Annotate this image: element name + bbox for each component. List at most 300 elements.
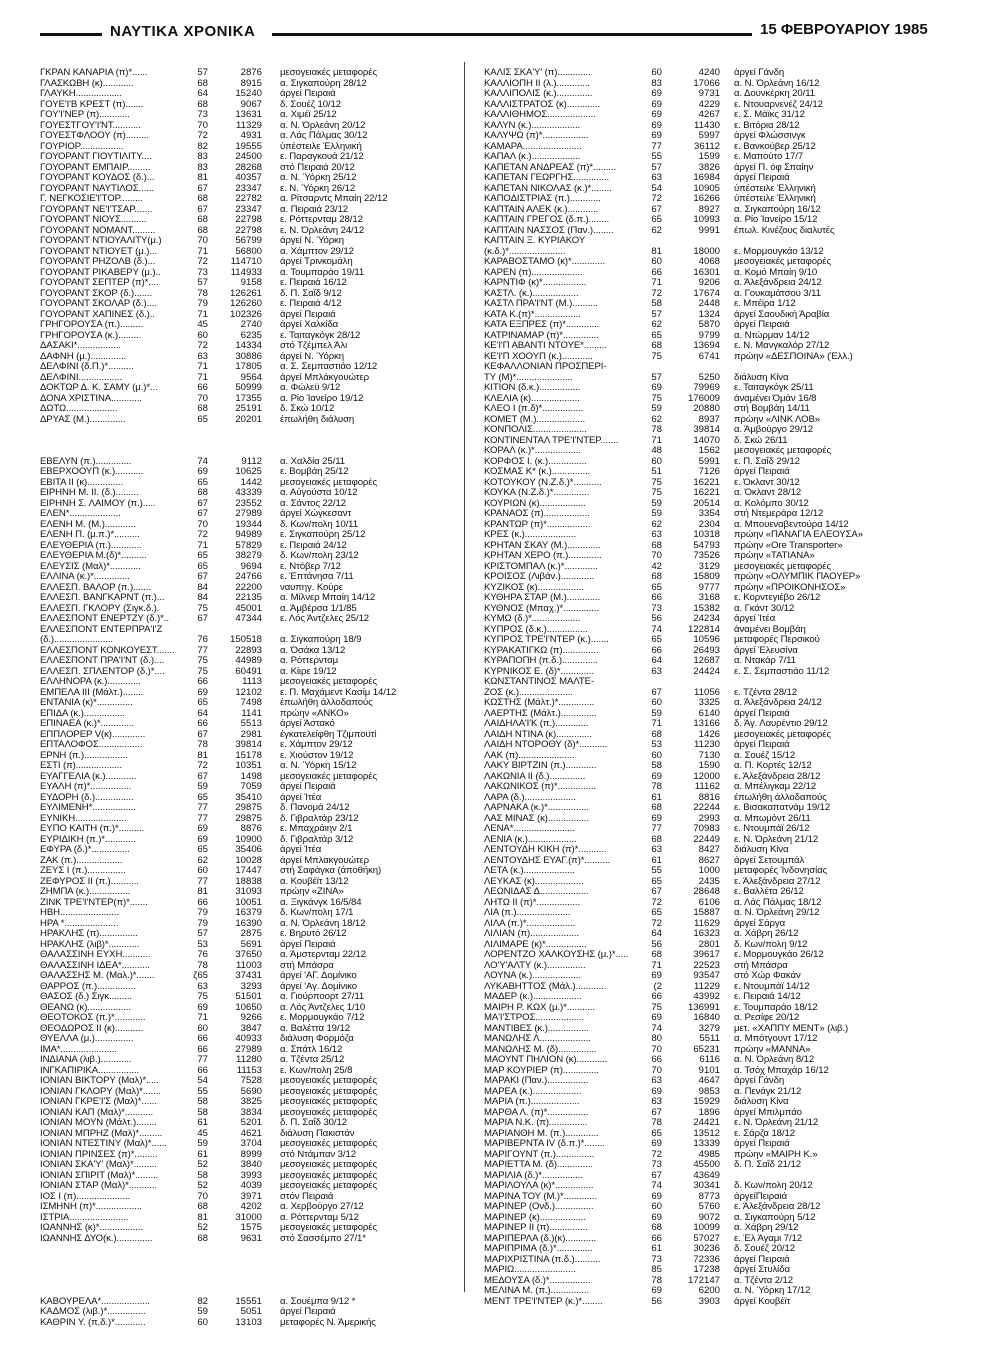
build-year: 75: [197, 602, 208, 614]
build-year: 45: [197, 319, 208, 330]
tonnage: 10318: [693, 529, 720, 540]
ship-name: ΘΕΑΝΩ (κ).................: [40, 1002, 131, 1013]
tonnage: 3293: [240, 980, 262, 992]
status-note: α. Ν. Όρλεάνη 29/12: [734, 907, 820, 918]
build-year: 62: [651, 224, 662, 236]
status-note: α. Ν. Όρλεάνη 20/12: [280, 119, 366, 131]
ship-entry: [484, 845, 954, 856]
status-note: α. Μπουεναβεντούρα 14/12: [734, 518, 849, 530]
status-note: άργεί Μπιλμπάο: [734, 1106, 802, 1118]
status-note: άναμένει Όμάν 16/8: [734, 392, 817, 404]
tonnage: 5997: [698, 130, 720, 141]
ship-name: ΛΑΚΩΝΙΑ ΙΙ (δ.)..............: [484, 771, 586, 782]
build-year: 73: [197, 109, 208, 120]
build-year: 68: [197, 1232, 208, 1244]
build-year: 45: [197, 1127, 208, 1139]
tonnage: 1498: [240, 770, 262, 782]
ship-name: ΚΑΤΡΙΝΑΜΑΡ (π)*..............: [484, 330, 599, 341]
tonnage: 11229: [694, 980, 720, 992]
ship-name: ΚΥΖΙΚΟΣ (κ)..................: [484, 582, 584, 593]
status-note: στή Ντεμεράρα 12/12: [734, 508, 824, 519]
ship-name: ΕΒΕΛΥΝ (π.)..............: [40, 456, 132, 467]
status-note: άργεί Πειραιά: [280, 308, 336, 320]
status-note: ε. Βαλλέτα 26/12: [734, 886, 804, 897]
ship-name: ΚΑΠΕΤΑΝ ΓΕΩΡΓΗΣ..............: [484, 173, 610, 183]
tonnage: 3325: [698, 697, 720, 708]
build-year: 69: [197, 1001, 208, 1013]
list-spacer: [40, 446, 460, 457]
tonnage: 16840: [693, 1012, 720, 1023]
status-note: άργείΠειραιά: [734, 1190, 788, 1202]
header-rule-middle: [272, 33, 752, 36]
build-year: 66: [651, 1054, 662, 1065]
status-note: δ. Γιβραλτάρ 23/12: [280, 812, 359, 824]
tonnage: 11280: [236, 1054, 262, 1065]
status-note: ε. Πειραιά 14/12: [734, 991, 801, 1002]
ship-name: ΙΟΝΙΑΝ ΒΙΚΤΟΡΥ (Μαλ)*.....: [40, 1076, 159, 1086]
ship-entry: [40, 383, 460, 394]
tonnage: 13339: [693, 1138, 720, 1149]
ship-entry: [484, 719, 954, 730]
tonnage: 22200: [235, 581, 262, 593]
build-year: 66: [197, 676, 208, 687]
tonnage: 11003: [236, 959, 262, 971]
status-note: ε. Μορμουγκάο 7/12: [280, 1012, 365, 1023]
ship-name: ΓΟΥΕ'Ι'Β ΚΡΕΣΤ (π).......: [40, 99, 144, 110]
ship-entry: [484, 677, 954, 688]
build-year: 83: [197, 151, 208, 162]
tonnage: 22523: [693, 959, 720, 971]
status-note: άργεί Στυλίδα: [734, 1264, 790, 1275]
ship-entry: [484, 194, 954, 205]
status-note: μεσογειακές μεταφορές: [280, 1222, 377, 1233]
tonnage: 20880: [693, 403, 720, 414]
ship-name: ΛΑΕΡΤΗΣ (Μάλτ.)..............: [484, 708, 597, 719]
tonnage: 1324: [698, 308, 720, 320]
tonnage: 2981: [240, 728, 262, 740]
build-year: 65: [197, 844, 208, 855]
ship-name: Γ. ΝΕΓΚΟΣΙΕ'Ι'ΤΟΡ.........: [40, 194, 143, 204]
ship-entry: [484, 782, 954, 793]
status-note: διάλυση Κίνα: [734, 844, 789, 855]
tonnage: 6116: [699, 1054, 720, 1065]
status-note: δ. Σκώ 26/11: [734, 434, 788, 446]
ship-name: ΛΥΚΑΒΗΤΤΟΣ (Μάλ.)............: [484, 981, 607, 992]
tonnage: 37650: [235, 949, 262, 960]
status-note: α. Ν. Ύόρκη 25/12: [280, 172, 357, 183]
ship-name: ΕΥΝΙΚΗ....................: [40, 813, 127, 824]
tonnage: 47344: [235, 613, 262, 624]
ship-entry: [40, 1118, 460, 1129]
status-note: ε. Ν. Μανγκαλόρ 27/12: [734, 340, 830, 351]
status-note: α. Ν. Όρλεάνη 16/12: [734, 77, 820, 89]
status-note: α. Σάντος 22/12: [280, 497, 346, 509]
ship-name: ΚΑΣΤΛ. (κ.)..................: [484, 288, 579, 299]
status-note: ε. Πειραιά 16/12: [280, 277, 347, 288]
ship-name: ΚΑΠΤΑΙΝ ΑΛΕΚ (κ.)............: [484, 204, 599, 215]
status-note: ε. Πειραιά 24/12: [280, 539, 347, 551]
ship-name: ΕΛΛΕΣΠ. ΒΑΝΓΚΑΡΝΤ (π.)...: [40, 593, 165, 603]
ship-name: ΜΑΡΑΚΙ (Παν.)................: [484, 1076, 589, 1086]
ship-entry: [484, 1139, 954, 1150]
status-note: α. Χαλδία 25/11: [280, 455, 345, 467]
status-note: μεσογειακές μεταφορές: [280, 1106, 377, 1118]
status-note: πρώην «ΔΕΣΠΟΙΝΑ» (Έλλ.): [734, 350, 853, 362]
ship-entry: [484, 887, 954, 898]
status-note: α. Κουβέϊτ 13/12: [280, 875, 349, 887]
status-note: ε. Τουμπαράο 18/12: [734, 1001, 818, 1013]
tonnage: 8773: [698, 1190, 720, 1202]
ship-entry: [484, 1076, 954, 1087]
tonnage: 15240: [235, 88, 262, 99]
ship-entry: [484, 383, 954, 394]
ship-entry: [40, 299, 460, 310]
tonnage: 38279: [235, 550, 262, 561]
ship-name: ΓΟΥΟΡΑΝΤ ΣΚΟΡ (δ.).......: [40, 288, 153, 299]
status-note: άργεί Ν. Ύόρκη: [280, 350, 344, 362]
ship-name: ΔΟΚΤΩΡ Δ. Κ. ΣΑΜΥ (μ.)*...: [40, 383, 158, 393]
ship-entry: [40, 1234, 460, 1245]
ship-name: ΛΙΛΙΜΑΡΕ (κ)*................: [484, 939, 587, 950]
status-note: ε. Άλεξάνδρεια 28/12: [734, 1201, 821, 1212]
status-note: ε. Όκλαντ 30/12: [734, 476, 800, 488]
build-year: 60: [651, 697, 662, 708]
ship-entry: [484, 341, 954, 352]
ship-name: ΛΕΥΚΑΣ (κ)...................: [484, 876, 584, 887]
build-year: 61: [651, 854, 662, 866]
build-year: 56: [651, 613, 662, 624]
status-note: μετ. «ΧΑΠΠΥ ΜΕΝΤ» (λιβ.): [734, 1022, 849, 1034]
build-year: 57: [651, 308, 662, 320]
status-note: άργεί Πειραιά: [280, 781, 336, 792]
build-year: 71: [197, 1012, 208, 1023]
ship-name: ΜΑΡΙΛΙΑ (δ.)*................: [484, 1170, 583, 1181]
tonnage: 2876: [240, 67, 262, 78]
build-year: 77: [197, 1054, 208, 1065]
ship-name: ΓΟΥΟΡΑΝΤ ΕΜΠΑΙΡ.........: [40, 162, 151, 173]
build-year: 71: [197, 245, 208, 257]
tonnage: 2448: [698, 298, 720, 309]
tonnage: 51501: [235, 991, 262, 1002]
ship-name: ΛΕΝΤΟΥΔΗ ΚΙΚΗ (π)*...........: [484, 845, 607, 855]
ship-name: ΕΙΡΗΝΗ Σ. ΛΑΙΜΟΥ (π.).....: [40, 498, 156, 509]
tonnage: 3840: [240, 1159, 262, 1170]
tonnage: 3704: [240, 1138, 262, 1149]
build-year: 65: [651, 581, 662, 593]
ship-entry: [40, 866, 460, 877]
build-year: 55: [651, 151, 662, 162]
build-year: 71: [651, 959, 662, 971]
ship-name: ΛΟΡΕΝΤΖΟ ΧΑΛΚΟΥΣΗΣ (μ.)*.....: [484, 950, 629, 960]
tonnage: 10051: [235, 896, 262, 908]
tonnage: 14334: [235, 340, 262, 351]
build-year: 71: [197, 539, 208, 551]
build-year: 71: [651, 434, 662, 446]
tonnage: 1599: [698, 151, 720, 162]
ship-entry: [40, 782, 460, 793]
tonnage: 44989: [235, 655, 262, 666]
ship-name: ΓΟΥΟΡΑΝΤ ΝΕ'Ι'ΤΣΑΡ.......: [40, 204, 153, 215]
build-year: 73: [651, 1159, 662, 1170]
build-year: 78: [651, 1274, 662, 1286]
ship-entry: [484, 614, 954, 625]
build-year: 74: [651, 1022, 662, 1034]
status-note: άργεί Πειραιά: [280, 938, 336, 950]
tonnage: 9158: [240, 277, 262, 288]
tonnage: 126261: [229, 287, 262, 299]
status-note: άργεί Φλώσσινγκ: [734, 130, 806, 141]
build-year: 66: [197, 1043, 208, 1055]
status-note: άργεί Κουβέϊτ: [734, 1295, 791, 1307]
ship-name: ΕΠΤΑΛΟΦΟΣ.................: [40, 740, 143, 750]
build-year: 78: [651, 424, 662, 435]
ship-name: ΜΑΡΙΕΤΤΑ Μ. (δ)..............: [484, 1160, 593, 1170]
tonnage: 5870: [698, 319, 720, 330]
ship-entry: [484, 1297, 954, 1308]
ship-entry: [40, 509, 460, 520]
status-note: α. Σουέζ 15/12: [734, 749, 796, 761]
build-year: 71: [197, 361, 208, 372]
tonnage: 4647: [698, 1075, 720, 1086]
tonnage: 18838: [235, 875, 262, 887]
tonnage: 5250: [698, 371, 720, 383]
ship-name: ΚΑΛΛΙΘΗΜΟΣ...................: [484, 110, 596, 120]
ship-entry: [40, 740, 460, 751]
list-spacer: [40, 1286, 460, 1297]
ship-name: ΜΑ'Ι'ΣΤΡΟΣ...................: [484, 1013, 585, 1023]
build-year: 60: [197, 329, 208, 341]
ship-name: ΔΟΝΑ ΧΡΙΣΤΙΝΑ............: [40, 393, 142, 404]
build-year: 62: [651, 413, 662, 425]
status-note: δ. Π. Σαΐδ 21/12: [734, 1159, 801, 1170]
ship-name: ΙΩΑΝΝΗΣ (κ)*.................: [40, 1223, 143, 1233]
ship-entry: [40, 1223, 460, 1234]
build-year: 61: [197, 1148, 208, 1160]
status-note: α. Γουκαμάτσου 3/11: [734, 287, 821, 299]
status-note: α. Χάβρη 29/12: [734, 1222, 799, 1233]
build-year: 65: [651, 1127, 662, 1139]
ship-entry: [484, 1097, 954, 1108]
tonnage: 16390: [235, 917, 262, 929]
tonnage: 2993: [698, 812, 720, 824]
tonnage: 5690: [240, 1085, 262, 1097]
build-year: 42: [651, 560, 662, 572]
tonnage: 5991: [698, 455, 720, 467]
ship-entry: [40, 1318, 460, 1329]
build-year: 59: [651, 707, 662, 719]
build-year: 58: [197, 1169, 208, 1181]
build-year: 68: [651, 728, 662, 740]
ship-entry: [484, 215, 954, 226]
status-note: ε. Κορντεγιέβο 26/12: [734, 592, 821, 603]
ship-entry: [40, 341, 460, 352]
tonnage: 70983: [693, 823, 720, 834]
tonnage: 20514: [693, 497, 720, 509]
tonnage: 17805: [235, 361, 262, 372]
status-note: στή Μπάσρα: [734, 959, 788, 971]
status-note: α. Άμβούργο 29/12: [734, 424, 813, 435]
tonnage: 22893: [235, 644, 262, 656]
tonnage: 3168: [698, 592, 720, 603]
status-note: στή Σαφάγκα (άποθήκη): [280, 865, 382, 876]
build-year: 60: [197, 865, 208, 876]
build-year: 66: [197, 896, 208, 908]
build-year: 67: [197, 182, 208, 194]
build-year: 69: [197, 686, 208, 698]
status-note: άργεί Σαουδική Άραβία: [734, 308, 830, 320]
build-year: 65: [197, 697, 208, 708]
tonnage: 4621: [240, 1127, 262, 1139]
tonnage: 13512: [693, 1127, 720, 1139]
tonnage: 4068: [698, 256, 720, 267]
status-note: ε. Ν. Ύόρκη 26/12: [280, 182, 356, 194]
ship-entry: [484, 425, 954, 436]
build-year: 52: [197, 1180, 208, 1191]
build-year: 67: [197, 203, 208, 215]
status-note: ε. Ν. Όρλεάνη 21/12: [734, 1117, 819, 1128]
tonnage: 2304: [698, 518, 720, 530]
tonnage: 29875: [235, 812, 262, 824]
ship-name: ΙΟΣ Ι (π).....................: [40, 1191, 131, 1202]
ship-name: ΓΟΥΟΡΑΝΤ ΣΕΠΤΕΡ (π)*....: [40, 278, 159, 288]
status-note: ε. Ν. Όρλεάνη 21/12: [734, 833, 819, 845]
ship-entry: [484, 530, 954, 541]
build-year: 78: [197, 739, 208, 750]
build-year: 60: [651, 256, 662, 267]
status-note: α. Ρόττερνταμ 5/12: [280, 1211, 359, 1223]
ship-name: ΛΑΙΔΗ ΝΤΙΝΑ (κ)..............: [484, 729, 592, 740]
ship-entry: [484, 761, 954, 772]
status-note: άργεί Π. όφ Σπαίην: [734, 161, 814, 173]
ship-name: ΘΕΟΤΟΚΟΣ (π.)*............: [40, 1013, 146, 1023]
tonnage: 36112: [694, 140, 720, 152]
build-year: 62: [651, 319, 662, 330]
status-note: στό Τζέμπελ Άλι: [280, 340, 348, 351]
status-note: ε. Έλ Άγαμι 7/12: [734, 1232, 803, 1244]
tonnage: 24766: [235, 571, 262, 582]
ship-name: ΙΝΔΙΑΝΑ (λιβ.)............: [40, 1055, 132, 1065]
tonnage: 2875: [240, 928, 262, 939]
tonnage: 114710: [230, 256, 262, 267]
ship-entry: [40, 845, 460, 856]
tonnage: 126260: [229, 298, 262, 309]
build-year: 68: [651, 340, 662, 351]
build-year: 60: [197, 1316, 208, 1328]
status-note: α. Κομό Μπαίη 9/10: [734, 266, 818, 278]
tonnage: 17674: [693, 287, 720, 299]
ship-name: ΙΣΜΗΝΗ (π)*..................: [40, 1202, 142, 1212]
status-note: πρώην «ΜΑΙΡΗ Κ.»: [734, 1148, 818, 1160]
status-note: μεσογειακές μεταφορές: [280, 1075, 377, 1086]
ship-name: ΕΛΛΙΝΑ (κ.)*..............: [40, 572, 130, 582]
tonnage: 27989: [235, 1043, 262, 1055]
tonnage: 17355: [235, 392, 262, 404]
build-year: 63: [651, 529, 662, 540]
build-year: 63: [651, 1075, 662, 1086]
build-year: 74: [651, 1180, 662, 1191]
status-note: α. Σουέμπα 9/12 *: [280, 1295, 356, 1307]
status-note: ε. Ρόττερνταμ 28/12: [280, 214, 363, 225]
status-note: ε. Βιτόρια 28/12: [734, 119, 800, 131]
ship-name: ΛΑΚΩΝΙΚΟΣ (π)*...............: [484, 782, 596, 792]
status-note: ύπέστειλε Έλληνική: [280, 140, 362, 152]
build-year: 67: [197, 571, 208, 582]
list-spacer: [40, 1276, 460, 1287]
ship-entry: [40, 415, 460, 426]
status-note: ε. Ντουαρνενέζ 24/12: [734, 98, 823, 110]
ship-name: ΜΑΡΙΑ Ν.Κ. (π)...............: [484, 1118, 588, 1128]
tonnage: 8915: [240, 77, 262, 89]
ship-entry: [40, 761, 460, 772]
tonnage: 114933: [230, 266, 262, 278]
ship-entry: [40, 677, 460, 688]
build-year: 81: [197, 749, 208, 761]
status-note: άργεί Άστακό: [280, 718, 335, 729]
build-year: 77: [651, 140, 662, 152]
ship-entry: [484, 1118, 954, 1129]
status-note: ε. Σάρζα 18/12: [734, 1127, 795, 1139]
ship-entry: [484, 824, 954, 835]
tonnage: 60491: [235, 665, 262, 677]
ship-entry: [484, 572, 954, 583]
tonnage: 54793: [693, 539, 720, 551]
ship-name: ΚΟΥΡΙΩΝ (κ)..................: [484, 498, 586, 509]
build-year: 69: [651, 1012, 662, 1023]
ship-entry: [40, 1055, 460, 1066]
build-year: 68: [197, 1201, 208, 1212]
ship-name: ΙΟΝΙΑΝ ΣΚΑ'Υ' (Μαλ)*.........: [40, 1160, 157, 1170]
ship-name: ΚΟΥΚΑ (Ν.Ζ.δ.)*..............: [484, 488, 590, 498]
status-note: μεσογειακές μεταφορές: [280, 1096, 377, 1107]
tonnage: 3834: [240, 1106, 262, 1118]
status-note: α. Ξιγκάνγκ 16/5/84: [280, 896, 362, 908]
tonnage: 79969: [693, 382, 720, 393]
ship-name: ΗΡΑΚΛΗΣ (π)...............: [40, 929, 138, 939]
tonnage: 8627: [698, 854, 720, 866]
build-year: 64: [197, 707, 208, 719]
ship-name: ΓΟΥΟΡΑΝΤ ΝΤΙΟΥΑΛΙΤΥ(μ.): [40, 236, 162, 246]
tonnage: 22782: [235, 193, 262, 204]
status-note: άργεί Πειραιά: [280, 1306, 336, 1317]
ship-entry: [484, 992, 954, 1003]
build-year: 68: [197, 193, 208, 204]
status-note: μεσογειακές μεταφορές: [280, 1180, 377, 1191]
status-note: μεσογειακές μεταφορές: [734, 256, 831, 267]
ship-entry: [40, 1139, 460, 1150]
status-note: α. Ρεσίφε 20/12: [734, 1012, 800, 1023]
ship-name: ΕΛΛΕΣΠΟΝΤ ΕΝΤΕΡΠΡΑ'Ι'Ζ: [40, 624, 163, 635]
tonnage: 3129: [698, 560, 720, 572]
status-note: ε. Σ. Μάϊκς 31/12: [734, 109, 805, 120]
ship-entry: [40, 1160, 460, 1171]
ship-entry: [484, 1013, 954, 1024]
ship-name: ΜΕΝΤ ΤΡΕ'Ι'ΝΤΕΡ (κ.)*........: [484, 1296, 603, 1307]
build-year: 60: [651, 749, 662, 761]
tonnage: 8927: [698, 203, 720, 215]
issue-date: 15 ΦΕΒΡΟΥΑΡΙΟΥ 1985: [760, 21, 928, 38]
ship-name: ΚΡΕΣ (κ.)....................: [484, 530, 577, 540]
ship-entry: [484, 1055, 954, 1066]
ship-name: ΜΑΡΙΝΕΡ ΙΙ (π)...............: [484, 1223, 588, 1233]
build-year: 79: [197, 917, 208, 929]
status-note: μεταφορές Ίνδονησίας: [734, 865, 828, 876]
tonnage: 50999: [235, 382, 262, 393]
build-year: 70: [197, 1190, 208, 1202]
status-note: ε. Μπέϊρα 1/12: [734, 298, 796, 309]
build-year: 56: [651, 1295, 662, 1307]
ship-name: ΚΑΛΥΨΩ (π)*..................: [484, 131, 589, 141]
build-year: 52: [197, 1159, 208, 1170]
